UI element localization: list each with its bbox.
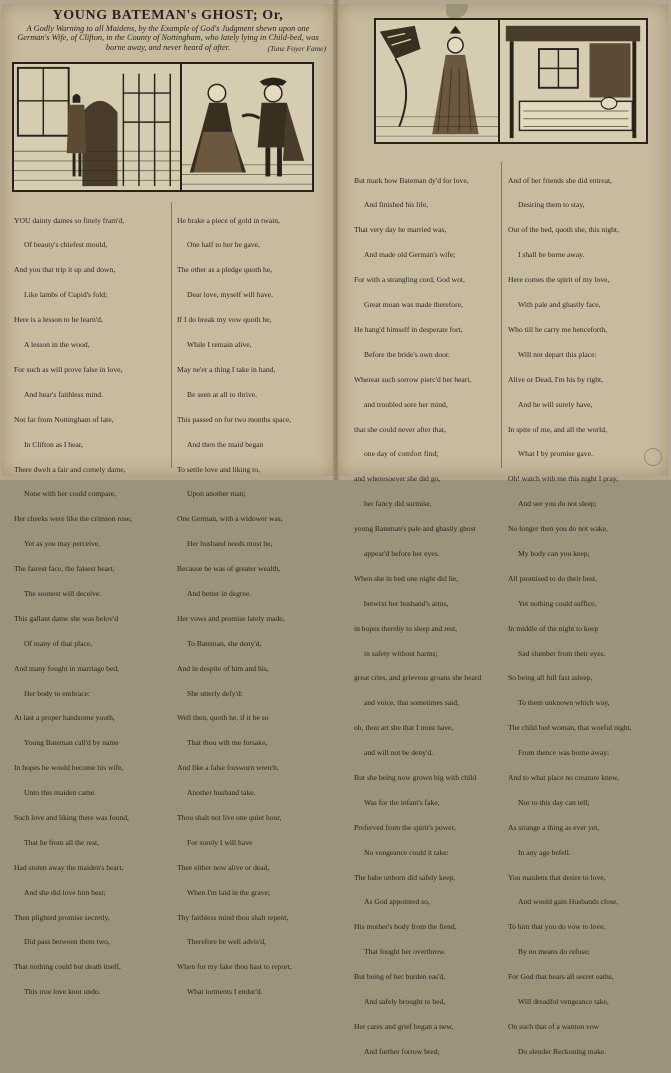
verse-line: appear'd before her eyes. [364,548,440,558]
verse-line: He hang'd himself in desperate fort, [354,324,463,334]
verse-line: Sad slumber from their eyes. [518,648,606,658]
verse-line: None with her could compare, [24,489,117,499]
verse-line: in hopes thereby to sleep and rest, [354,623,458,633]
verse-line: Here comes the spirit of my love, [508,275,610,285]
verse-line: And finished his life, [364,200,429,210]
verse-line: her fancy did surmise, [364,499,432,509]
verse-line: Like lambs of Cupid's fold; [24,290,108,300]
verse-line: That very day he married was, [354,225,447,235]
verse-line: Will not depart this place: [518,349,597,359]
verse-line: Here is a lesson to be learn'd, [14,315,103,325]
verse-line: In Clifton as I hear, [24,439,83,449]
verse-line: I shall be borne away. [518,250,585,260]
verse-line: And then the maid began [187,439,264,449]
verse-line: Of beauty's chiefest mould, [24,240,108,250]
column-divider [501,162,502,468]
verse-line: When she in bed one night did lie, [354,573,459,583]
verse-line: With pale and ghastly face, [518,300,601,310]
verse-line: Another husband take. [187,788,256,798]
verse-line: By no means do refuse; [518,947,590,957]
verse-line: and wheresoever she did go, [354,474,441,484]
verse-line: Her cares and grief began a new, [354,1021,454,1031]
verse-line: Thy faithless mind thou shalt repent, [177,912,289,922]
verse-line: As strange a thing as ever yet, [508,822,600,832]
verse-line: Did pass between them two, [24,937,110,947]
right-page [338,4,668,1056]
verse-line: Young Bateman call'd by name [24,738,119,748]
verse-line: And in despite of him and his, [177,663,269,673]
verse-line: One German, with a widower was, [177,514,283,524]
verse-line: His mother's body from the fiend, [354,922,457,932]
verse-line: As God appointed so, [364,897,430,907]
verse-line: Desiring them to stay, [518,200,585,210]
verse-line: No longer then you do not wake, [508,524,608,534]
verse-line: Alive or Dead, I'm his by right, [508,374,604,384]
ballad-subtitle: A Godly Warning to all Maidens, by the Example of God's Judgment shewn upon one German's Wife, of Clifton, in the County of Nottingham, who lately lying in Child-bed, was borne away, and never heard of after. [17,24,319,52]
verse-line: But she being now grown big with child [354,772,477,782]
verse-line: Her body to embrace: [24,688,90,698]
verse-line: This gallant dame she was belov'd [14,613,119,623]
verse-line: Do slender Reckoning make. [518,1046,607,1056]
column-divider [171,202,172,468]
verse-line: On such that of a wanton vow [508,1021,600,1031]
verse-line: Nor to this day can tell; [518,797,590,807]
verse-line: For with a strangling cord, God wot, [354,275,465,285]
verse-line: that she could never after that, [354,424,446,434]
verse-line: A lesson in the wood, [24,340,90,350]
verse-line: From thence was borne away; [518,748,610,758]
verse-line: Her husband needs must be, [187,539,273,549]
verse-line: There dwelt a fair and comely dame, [14,464,126,474]
verse-line: That fought her overthrow. [364,947,446,957]
ballad-title: YOUNG BATEMAN's GHOST; Or, [52,8,284,23]
verse-line: Dear love, myself will have. [187,290,274,300]
verse-line: and voice, that sometimes said, [364,698,459,708]
verse-line: Thou shalt not live one quiet hour, [177,812,282,822]
verse-line: and troubled sore her mind, [364,399,448,409]
verse-line: And many fought in marriage bed, [14,663,120,673]
verse-line: Upon another man; [187,489,246,499]
verse-line: And hear's faithless mind. [24,389,103,399]
verse-line: While I remain alive, [187,340,252,350]
verse-line: That thou wilt me forsake, [187,738,268,748]
verse-line: No vengeance could it take: [364,847,449,857]
right-column-1 [354,160,481,1073]
verse-line: That he from all the rest, [24,837,100,847]
verse-line: The fairest face, the falsest heart, [14,564,115,574]
left-column-2 [177,200,292,1013]
verse-line: You maidens that desire to love, [508,872,606,882]
verse-line: She utterly defy'd: [187,688,243,698]
verse-line: The child bed woman, that woeful night, [508,723,632,733]
verse-line: YOU dainty dames so finely fram'd, [14,215,125,225]
woodcut-ghost-figure [374,18,500,144]
verse-line: Before the bride's own door. [364,349,450,359]
verse-line: My body can you keep; [518,548,590,558]
tune-note: (Tune Foyer Fame) [267,44,326,53]
verse-line: And of her friends she did entreat, [508,175,612,185]
verse-line: Not far from Nottingham of late, [14,414,114,424]
verse-line: The other as a pledge quoth he, [177,265,273,275]
verse-line: In spite of me, and all the world, [508,424,607,434]
verse-line: And would gain Husbands close, [518,897,619,907]
verse-line: Yet as you may perceive, [24,539,101,549]
verse-line: young Bateman's pale and ghastly ghost [354,524,476,534]
verse-line: and will not be deny'd. [364,748,434,758]
verse-line: Who till he carry me henceforth, [508,324,608,334]
verse-line: And to what place no creature knew, [508,772,620,782]
verse-line: But being of her burden eas'd, [354,972,446,982]
verse-line: Well then, quoth he, if it be so [177,713,269,723]
verse-line: Was for the infant's fake, [364,797,440,807]
verse-line: And like a false forsworn wretch, [177,763,279,773]
verse-line: Thee either now alive or dead, [177,862,270,872]
verse-line: To settle love and liking to, [177,464,260,474]
left-page [2,4,334,997]
verse-line: Because he was of greater wealth, [177,564,281,574]
woodcut-couple [180,62,314,192]
verse-line: In middle of the night to keep [508,623,599,633]
verse-line: At last a proper handsome youth, [14,713,115,723]
verse-line: betwixt her husband's arms, [364,598,449,608]
verse-line: But mark how Bateman dy'd for love, [354,175,469,185]
verse-line: What torments I endur'd. [187,987,263,997]
verse-line: Will dreadful vengeance take, [518,996,609,1006]
verse-line: For God that hears all secret oaths, [508,972,614,982]
verse-line: If I do break my vow quoth he, [177,315,272,325]
verse-line: Therefore be well advis'd, [187,937,266,947]
verse-line: And safely brought to bed, [364,996,446,1006]
verse-line: And you that trip it up and down, [14,265,116,275]
verse-line: And made old German's wife; [364,250,456,260]
verse-line: May ne'er a thing I take in hand, [177,364,276,374]
verse-line: Be seen at all to thrive. [187,389,258,399]
verse-line: He brake a piece of gold in twain, [177,215,280,225]
verse-line: Her vows and promise lately made, [177,613,285,623]
verse-line: That nothing could but death itself, [14,962,121,972]
verse-line: Preferved from the spirit's power, [354,822,456,832]
library-stamp [644,448,662,466]
verse-line: And he will surely have, [518,399,593,409]
verse-line: Then plighted promise secretly, [14,912,110,922]
verse-line: All promised to do their best, [508,573,598,583]
woodcut-interior-figures [12,62,182,192]
verse-line: And see you do not sleep; [518,499,597,509]
verse-line: When I'm laid in the grave; [187,887,270,897]
verse-line: Her cheeks were like the crimson rose, [14,514,132,524]
verse-line: Yet nothing could suffice, [518,598,597,608]
verse-line: Such love and liking there was found, [14,812,129,822]
verse-line: Whereat such sorrow pierc'd her heart, [354,374,472,384]
verse-line: Had stolen away the maiden's heart, [14,862,124,872]
verse-line: In any age befell. [518,847,571,857]
left-column-1 [14,200,132,1013]
verse-line: And better in degree. [187,588,252,598]
verse-line: For such as will prove false in love, [14,364,123,374]
verse-line: This true love knot undo. [24,987,101,997]
verse-line: in safety without harms; [364,648,438,658]
verse-line: To them unknown which way, [518,698,610,708]
verse-line: And she did love him best; [24,887,106,897]
woodcut-bedchamber [498,18,648,144]
paper-tear [446,4,468,18]
verse-line: Of many of that place, [24,638,93,648]
right-column-2 [508,160,632,1073]
verse-line: The soonest will deceive. [24,588,102,598]
verse-line: Great moan was made therefore, [364,300,463,310]
verse-line: When for my fake thou hast to report, [177,962,292,972]
verse-line: And further forrow bred; [364,1046,440,1056]
verse-line: In hopes he would become his wife, [14,763,124,773]
verse-line: Oh! watch with me this night I pray, [508,474,619,484]
verse-line: So being all full fast asleep, [508,673,593,683]
verse-line: great cries, and grievous groans she heard [354,673,482,683]
verse-line: One half to her he gave, [187,240,260,250]
verse-line: Unto this maiden came. [24,788,97,798]
verse-line: Out of the bed, quoth she, this night, [508,225,619,235]
verse-line: one day of comfort find; [364,449,439,459]
verse-line: To Bateman, she deny'd, [187,638,262,648]
verse-line: To him that you do vow to love, [508,922,606,932]
verse-line: What I by promise gave. [518,449,593,459]
verse-line: This passed on for two months space, [177,414,292,424]
verse-line: oh, thou art she that I must have, [354,723,454,733]
verse-line: For surely I will have [187,837,253,847]
verse-line: The babe unborn did safely keep, [354,872,456,882]
